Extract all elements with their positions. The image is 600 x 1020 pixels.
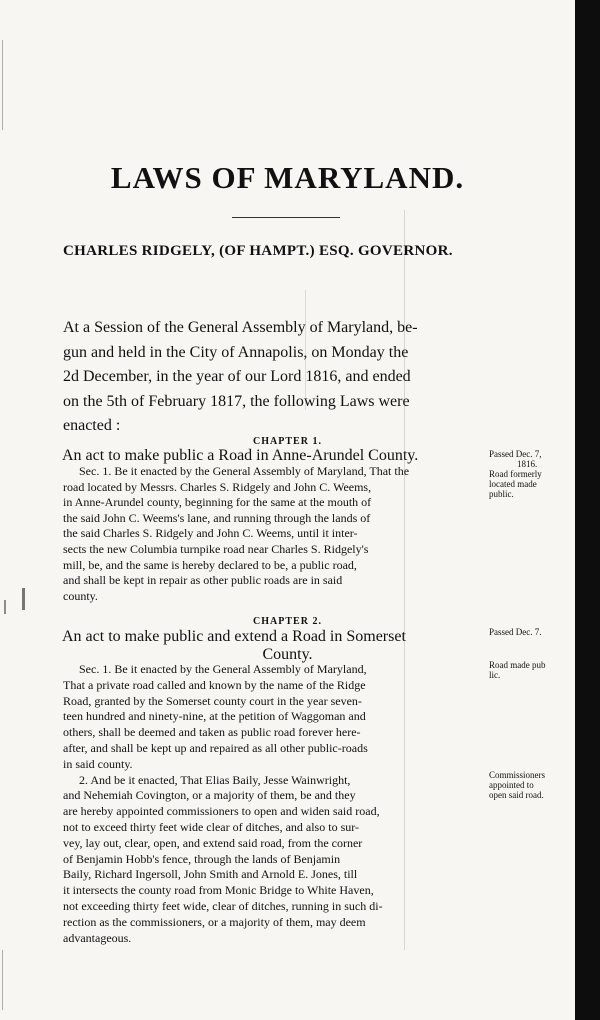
- intro-line: enacted :: [63, 417, 121, 434]
- intro-line: gun and held in the City of Annapolis, on Monday the: [63, 343, 409, 361]
- margin-line: open said road.: [489, 790, 544, 800]
- body-line: road located by Messrs. Charles S. Ridgely and John C. Weems,: [63, 479, 372, 494]
- body-line: 2. And be it enacted, That Elias Baily, Jesse Wainwright,: [79, 772, 351, 787]
- margin-line: public.: [489, 489, 514, 499]
- scan-smudge: [22, 588, 25, 610]
- body-line: Sec. 1. Be it enacted by the General Assembly of Maryland,: [79, 662, 367, 676]
- intro-line: At a Session of the General Assembly of Maryland, be-: [63, 319, 418, 336]
- chapter-2-margin-note-commissioners: [489, 770, 571, 800]
- page-crease-line: [404, 210, 405, 950]
- body-line: vey, lay out, clear, open, and extend said road, from the corner: [63, 835, 363, 850]
- body-line: Road, granted by the Somerset county court in the year seven-: [63, 693, 362, 708]
- body-line: the said John C. Weems's lane, and running through the lands of: [63, 510, 371, 525]
- chapter-2-body: [63, 662, 487, 946]
- scan-smudge: [4, 600, 6, 614]
- margin-line: 1816.: [517, 459, 538, 469]
- chapter-1-title: An act to make public a Road in Anne-Arundel County.: [62, 447, 419, 464]
- chapter-1-margin-note: [489, 449, 571, 499]
- body-line: it intersects the county road from Monic Bridge to White Haven,: [63, 883, 374, 898]
- margin-line: Passed Dec. 7.: [489, 627, 542, 637]
- chapter-2-heading: CHAPTER 2.: [253, 616, 322, 627]
- chapter-2-title-line-2: County.: [262, 646, 313, 663]
- margin-line: appointed to: [489, 780, 534, 790]
- body-line: of Benjamin Hobb's fence, through the lands of Benjamin: [63, 851, 341, 866]
- body-line: Baily, Richard Ingersoll, John Smith and Arnold E. Jones, till: [63, 867, 358, 882]
- body-line: after, and shall be kept up and repaired as all other public-roads: [63, 740, 368, 755]
- scan-smudge: [2, 40, 3, 130]
- page-crease-line: [305, 290, 306, 410]
- intro-line: 2d December, in the year of our Lord 1816, and ended: [63, 368, 411, 385]
- margin-line: Commissioners: [489, 770, 546, 780]
- body-line: the said Charles S. Ridgely and John C. Weems, until it inter-: [63, 526, 358, 541]
- body-line: and Nehemiah Covington, or a majority of them, be and they: [63, 788, 356, 803]
- body-line: are hereby appointed commissioners to open and widen said road,: [63, 804, 380, 819]
- body-line: teen hundred and ninety-nine, at the petition of Waggoman and: [63, 709, 366, 724]
- margin-line: Road formerly: [489, 469, 542, 479]
- session-intro: [63, 316, 483, 439]
- chapter-1-body: [63, 464, 487, 604]
- scan-smudge: [2, 950, 3, 1010]
- intro-line: on the 5th of February 1817, the following Laws were: [63, 392, 410, 410]
- margin-line: lic.: [489, 670, 501, 680]
- chapter-2-margin-note-road: [489, 660, 571, 680]
- body-line: county.: [63, 588, 98, 603]
- body-line: mill, be, and the same is hereby declared to be, a public road,: [63, 557, 357, 572]
- margin-line: located made: [489, 479, 537, 489]
- body-line: rection as the commissioners, or a majority of them, may deem: [63, 914, 366, 929]
- margin-line: Passed Dec. 7,: [489, 449, 542, 459]
- body-line: Sec. 1. Be it enacted by the General Assembly of Maryland, That the: [79, 464, 410, 478]
- chapter-2-margin-note-passed: [489, 627, 571, 637]
- body-line: others, shall be deemed and taken as public road forever here-: [63, 725, 361, 740]
- margin-line: Road made pub: [489, 660, 546, 670]
- body-line: in Anne-Arundel county, beginning for the same at the mouth of: [63, 495, 372, 510]
- page-title: LAWS OF MARYLAND.: [110, 160, 465, 195]
- chapter-2-title-line-1: An act to make public and extend a Road in Somerset: [62, 628, 406, 645]
- body-line: advantageous.: [63, 930, 132, 945]
- body-line: sects the new Columbia turnpike road near Charles S. Ridgely's: [63, 541, 369, 556]
- scan-border: [575, 0, 600, 1020]
- body-line: and shall be kept in repair as other public roads are in said: [63, 573, 343, 588]
- body-line: not exceeding thirty feet wide, clear of ditches, running in such di-: [63, 898, 383, 913]
- body-line: That a private road called and known by the name of the Ridge: [63, 677, 366, 692]
- body-line: in said county.: [63, 756, 133, 771]
- body-line: not to exceed thirty feet wide clear of ditches, and also to sur-: [63, 819, 359, 834]
- title-rule: [232, 217, 340, 218]
- chapter-1-heading: CHAPTER 1.: [253, 436, 322, 447]
- governor-heading: CHARLES RIDGELY, (OF HAMPT.) ESQ. GOVERNOR.: [63, 243, 453, 259]
